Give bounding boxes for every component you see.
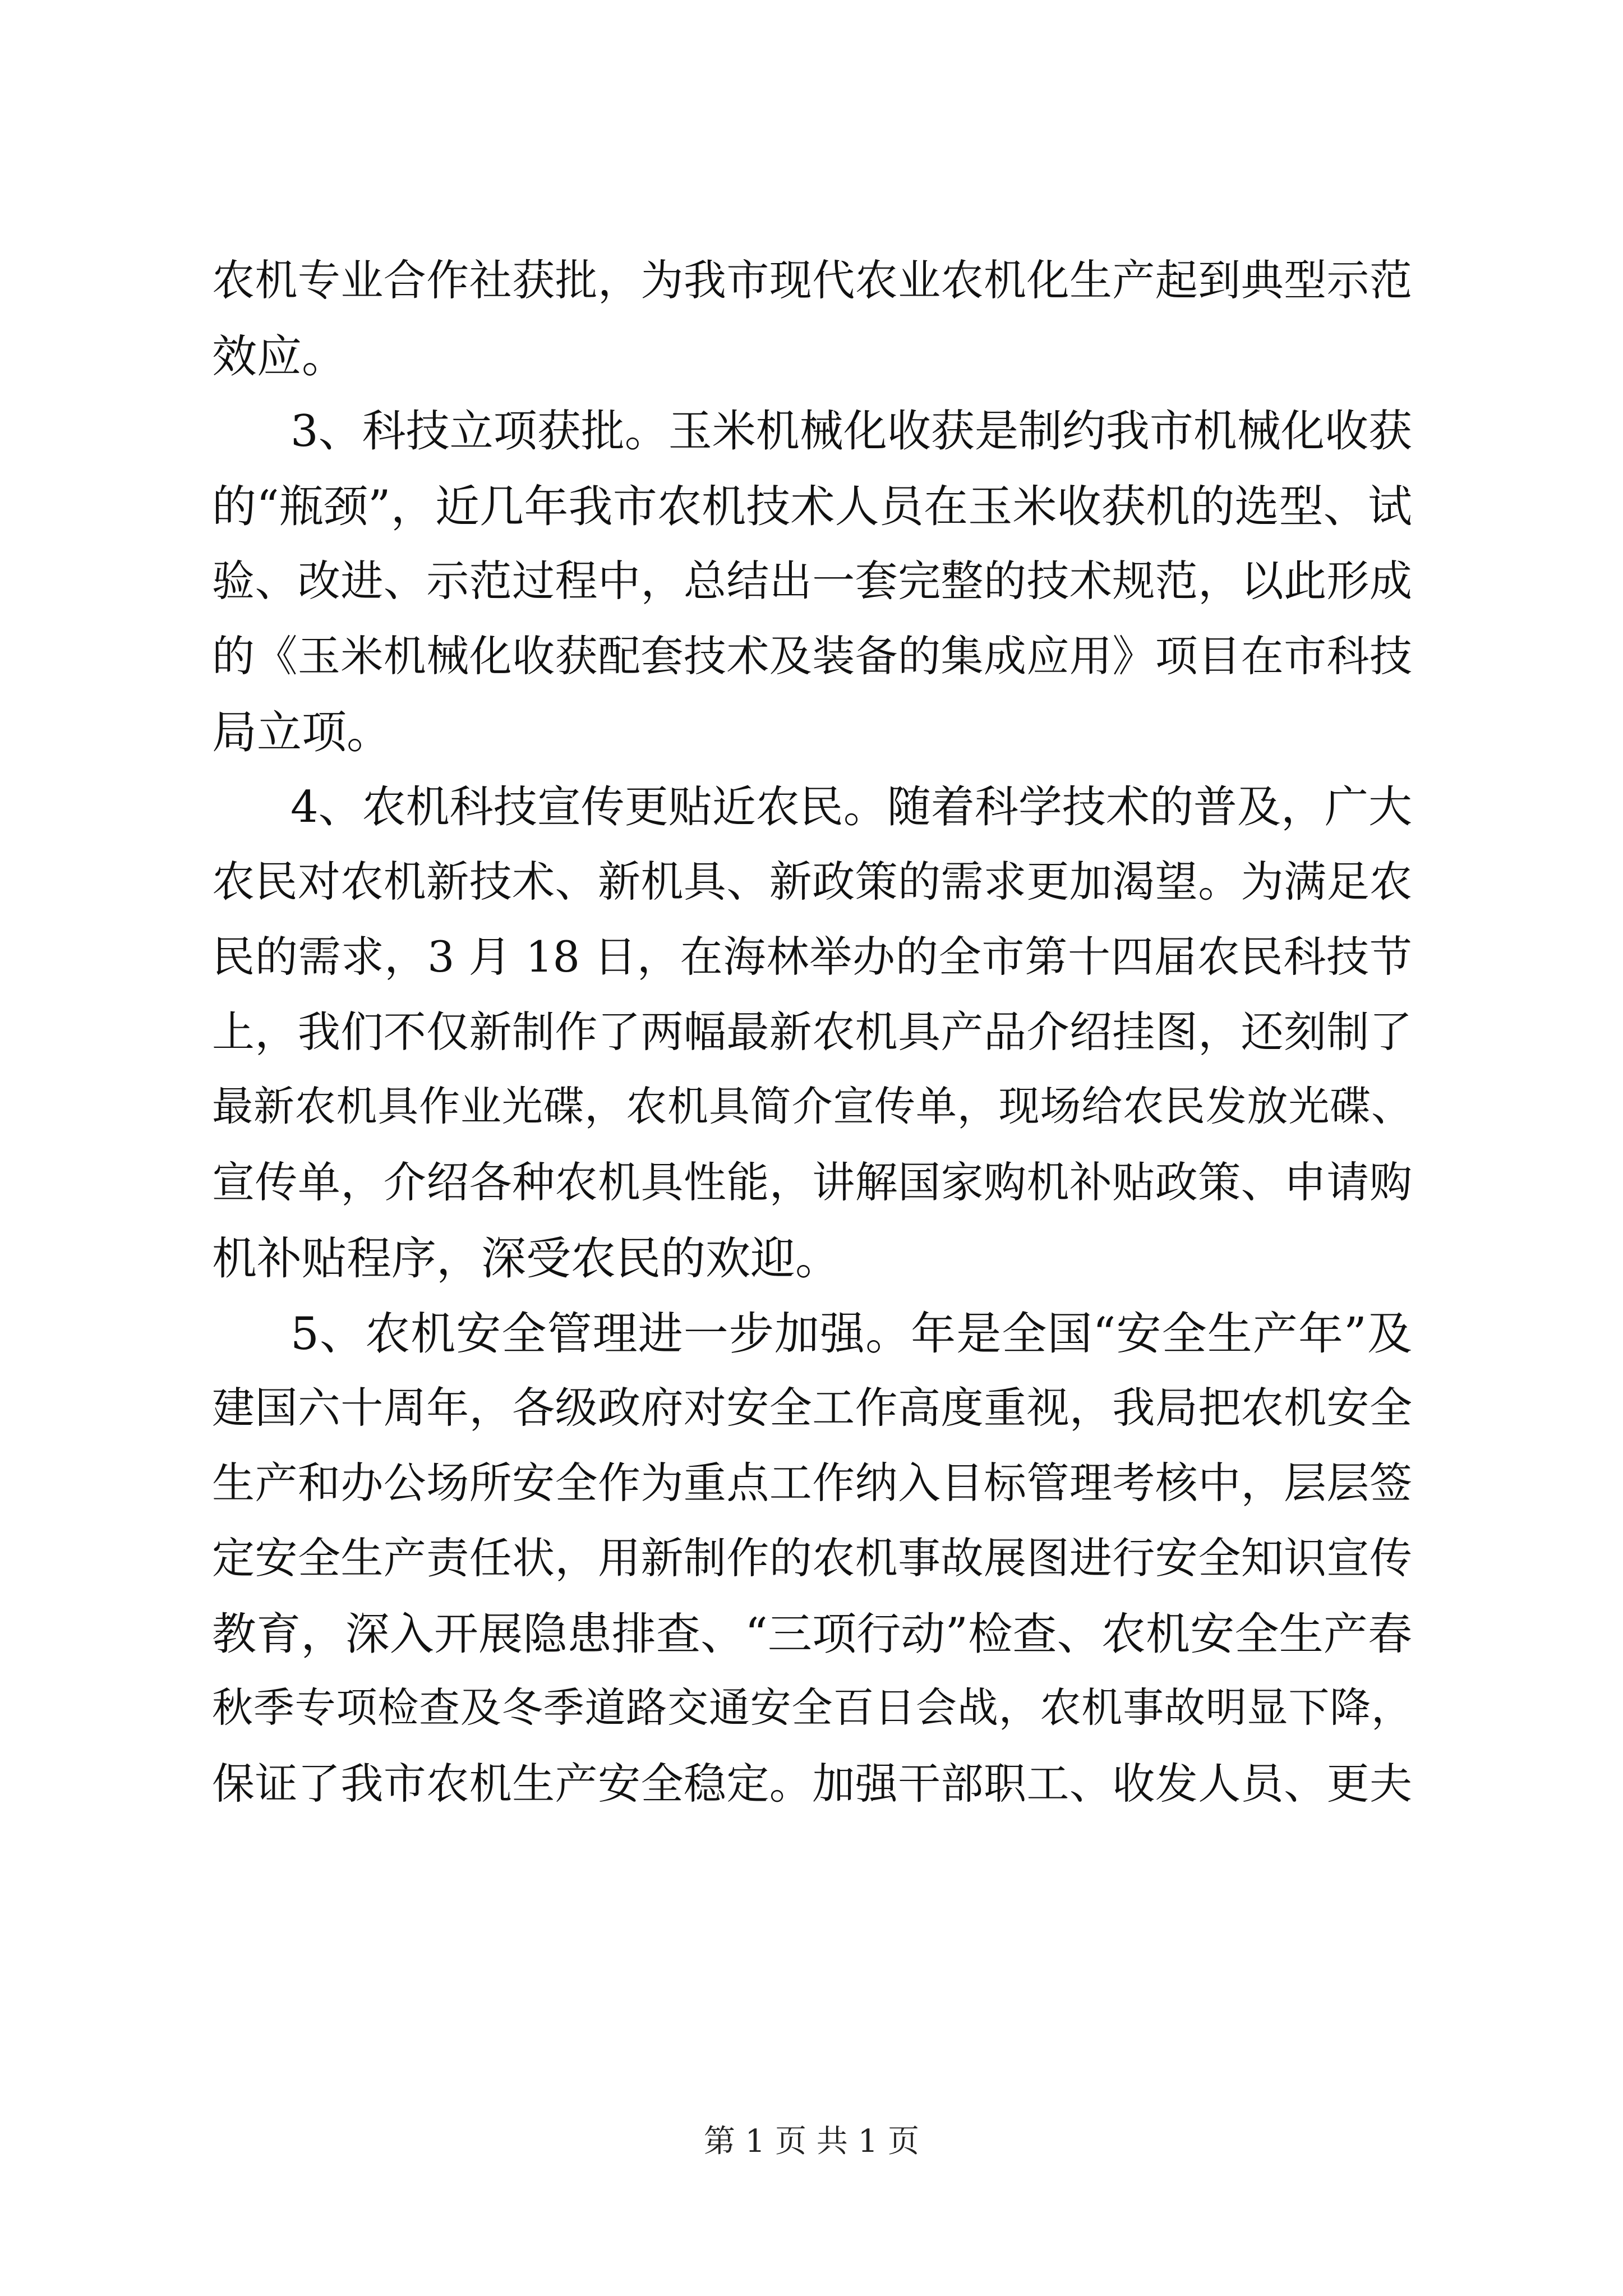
page-footer: 第 1 页 共 1 页 <box>703 2123 920 2160</box>
document-page: 农机专业合作社获批，为我市现代农业农机化生产起到典型示范 效应。 3、科技立项获批。玉米机械化收获是制约我市机械化收获 的“瓶颈”，近几年我市农机技术人员在玉米收获机的选型、试 验、改进、示范过程中，总结出一套完整的技术规范，以此形成 的《玉米机械化收获配套技术及装备的集成应用》项目在市科技 局立项。 4、农机科技宣传更贴近农民。随着科学技术的普及，广大 农民对农机新技术、新机具、新政策的需求更加渴望。为满足农 民的需求，3 月 18 日，在海林举办的全市第十四届农民科技节 上，我们不仅新制作了两幅最新农机具产品介绍挂图，还刻制了 最新农机具作业光碟，农机具简介宣传单，现场给农民发放光碟、 宣传单，介绍各种农机具性能，讲解国家购机补贴政策、申请购 机补贴程序，深受农民的欢迎。 5、农机安全管理进一步加强。年是全国“安全生产年”及 建国六十周年，各级政府对安全工作高度重视，我局把农机安全 生产和办公场所安全作为重点工作纳入目标管理考核中，层层签 定安全生产责任状，用新制作的农机事故展图进行安全知识宣传 教育，深入开展隐患排查、“三项行动”检查、农机安全生产春 秋季专项检查及冬季道路交通安全百日会战，农机事故明显下降， 保证了我市农机生产安全稳定。加强干部职工、收发人员、更夫 第 1 页 共 1 页 <box>0 0 1623 2296</box>
